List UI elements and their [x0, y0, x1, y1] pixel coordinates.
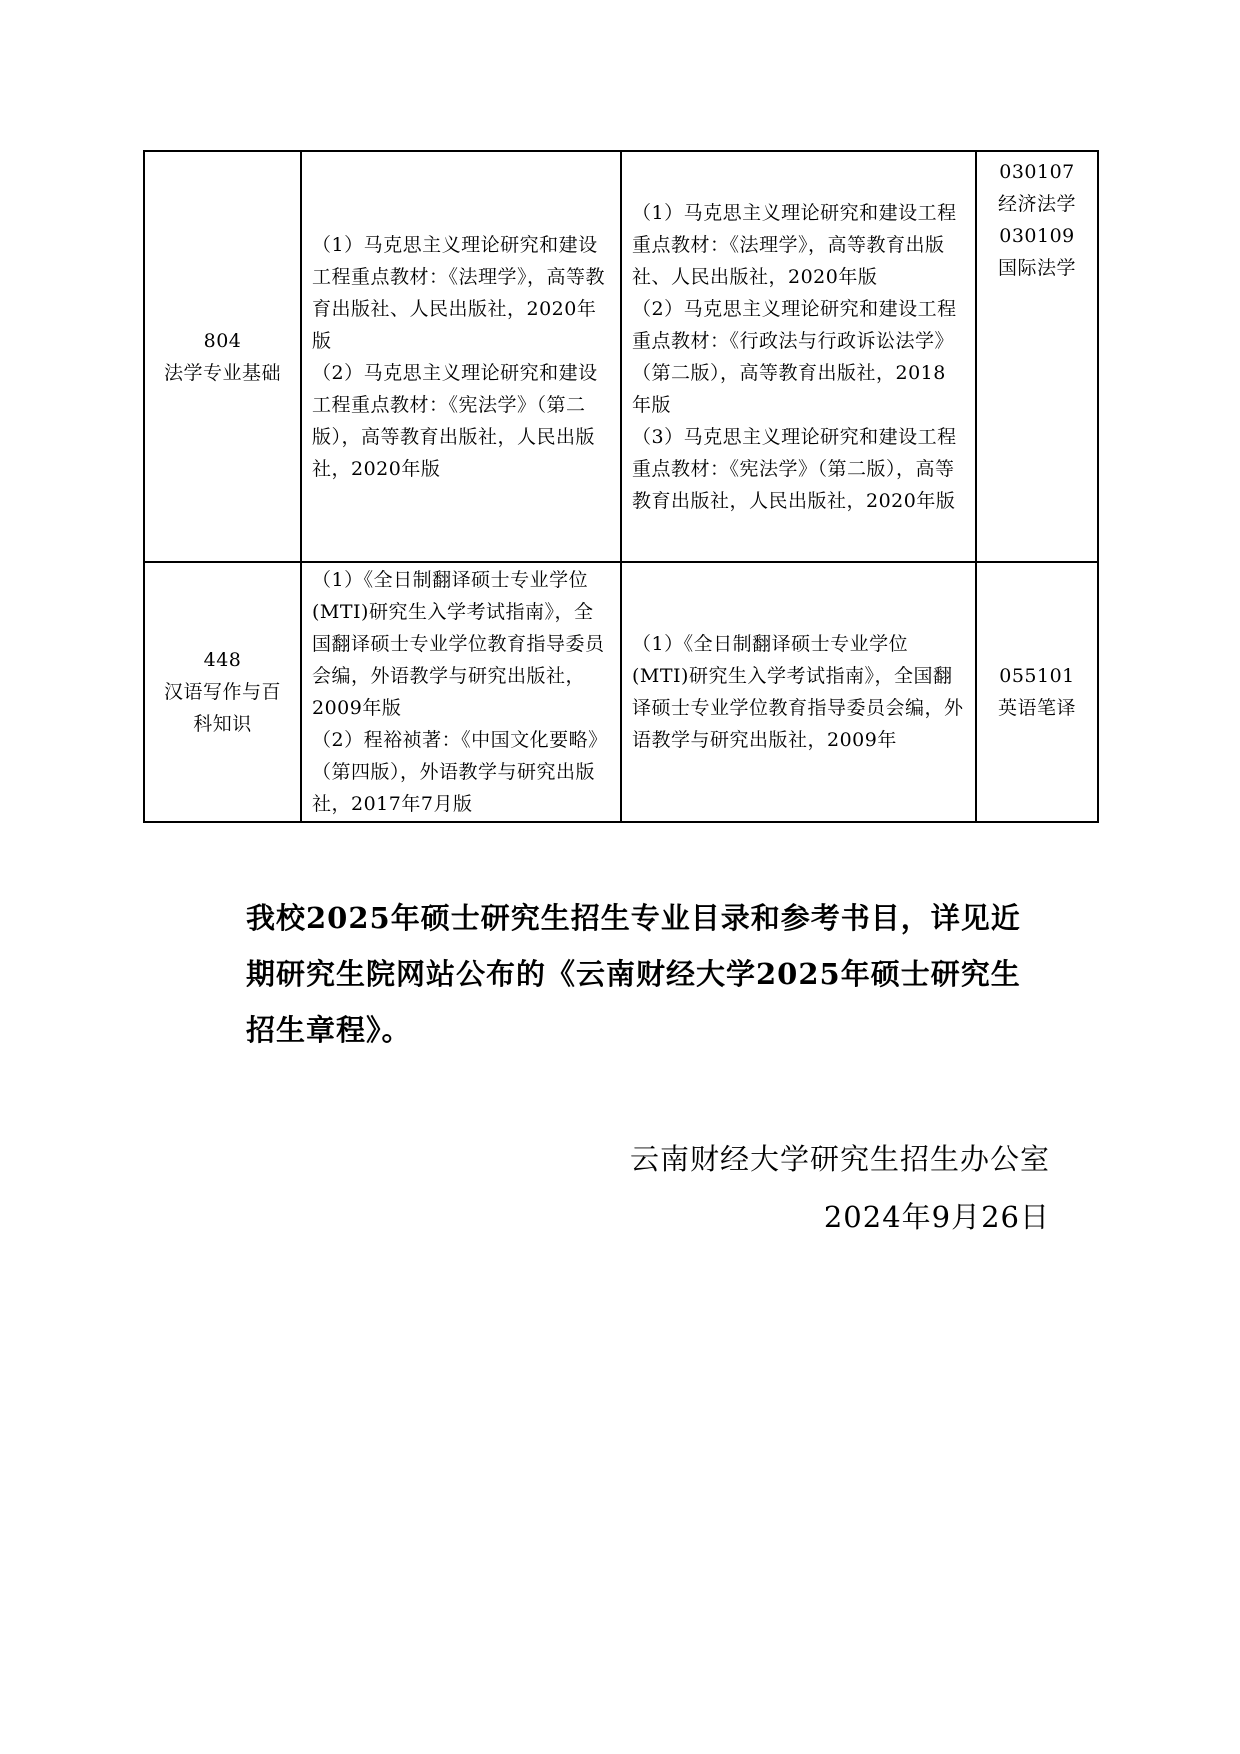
- book-entry: （2）马克思主义理论研究和建设工程重点教材：《行政法与行政诉讼法学》（第二版），高等教育出版社，2018年版: [632, 297, 957, 416]
- table-row: [144, 151, 1098, 562]
- book-entry: （1）《全日制翻译硕士专业学位(MTI)研究生入学考试指南》，全国翻译硕士专业学位教育指导委员会编，外语教学与研究出版社，2009年版: [312, 569, 605, 719]
- reference-books-cell: [301, 562, 621, 822]
- book-entry: （1）马克思主义理论研究和建设工程重点教材：《法理学》，高等教育出版社、人民出版社，2020年版: [632, 201, 957, 288]
- book-entry: （2）程裕祯著：《中国文化要略》（第四版），外语教学与研究出版社，2017年7月版: [312, 729, 608, 815]
- major-code: 030109: [999, 225, 1075, 247]
- reference-books-cell: [621, 151, 976, 562]
- book-entry: （3）马克思主义理论研究和建设工程重点教材：《宪法学》（第二版），高等教育出版社，人民出版社，2020年版: [632, 425, 957, 512]
- book-entry: （1）《全日制翻译硕士专业学位(MTI)研究生入学考试指南》，全国翻译硕士专业学位教育指导委员会编，外语教学与研究出版社，2009年: [632, 633, 964, 751]
- issue-date: 2024年9月26日: [823, 1200, 1050, 1234]
- major-cell: [976, 151, 1098, 562]
- major-name: 经济法学: [997, 193, 1076, 215]
- reference-books-cell: [621, 562, 976, 822]
- subject-cell: [144, 151, 301, 562]
- major-name: 英语笔译: [997, 697, 1076, 719]
- major-code: 030107: [999, 161, 1075, 183]
- reference-books-table: [143, 150, 1099, 823]
- book-entry: （1）马克思主义理论研究和建设工程重点教材：《法理学》，高等教育出版社、人民出版社，2020年版: [312, 233, 606, 352]
- subject-code: 804: [203, 329, 242, 352]
- notice-paragraph: [188, 890, 1050, 1058]
- book-entry: （2）马克思主义理论研究和建设工程重点教材：《宪法学》（第二版），高等教育出版社，人民出版社，2020年版: [312, 361, 598, 480]
- major-cell: [976, 562, 1098, 822]
- subject-name: 汉语写作与百科知识: [163, 681, 281, 735]
- major-code: 055101: [999, 665, 1075, 687]
- subject-code: 448: [203, 649, 242, 671]
- table-row: [144, 562, 1098, 822]
- signature-block: [630, 1130, 1050, 1246]
- notice-text: 我校2025年硕士研究生招生专业目录和参考书目，详见近期研究生院网站公布的《云南财经大学2025年硕士研究生招生章程》。: [246, 901, 1021, 1047]
- issuing-office: 云南财经大学研究生招生办公室: [629, 1142, 1050, 1176]
- reference-books-cell: [301, 151, 621, 562]
- major-name: 国际法学: [997, 257, 1076, 279]
- subject-name: 法学专业基础: [163, 361, 281, 384]
- subject-cell: [144, 562, 301, 822]
